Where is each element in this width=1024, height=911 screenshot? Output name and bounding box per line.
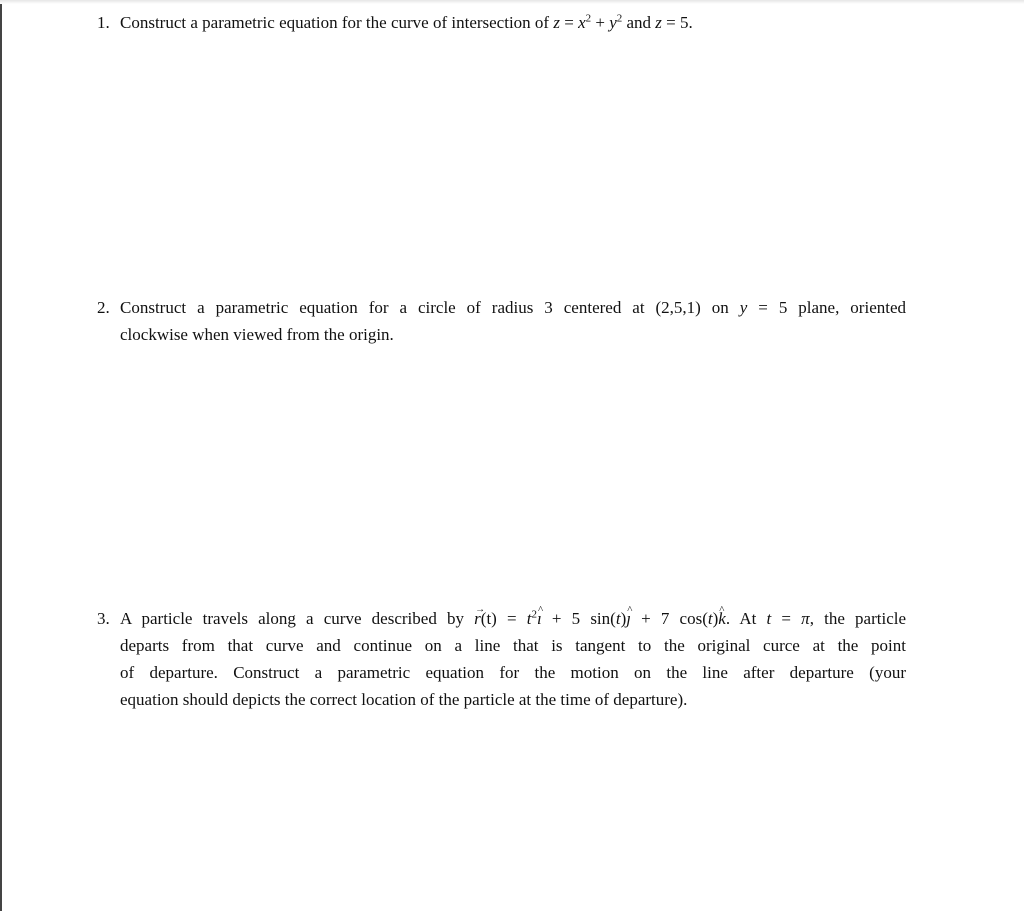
problem-number: 3.: [97, 609, 110, 628]
math: → r: [474, 605, 481, 632]
problem-text-line: [120, 294, 906, 321]
math: t: [526, 609, 532, 628]
text: Construct a parametric equation for a circle of radius 3 centered at (2,5,1) on: [120, 298, 729, 317]
text: .: [688, 13, 693, 32]
math: ^ ı: [537, 605, 542, 632]
math: z: [553, 13, 560, 32]
text: . At: [725, 609, 767, 628]
math: x: [578, 13, 586, 32]
math: y: [739, 298, 748, 317]
problem-number: 2.: [97, 298, 110, 317]
math: π: [801, 609, 810, 628]
math: +: [591, 13, 610, 32]
math: + 5 sin(: [541, 609, 616, 628]
problem-text-line: departs from that curve and continue on a line that is tangent to the original curce at the point: [120, 636, 906, 655]
page-top-shadow: [0, 0, 1024, 4]
math: z: [655, 13, 662, 32]
math: ^ k: [718, 605, 726, 632]
math: + 7 cos(: [630, 609, 708, 628]
text: , the particle: [809, 609, 907, 628]
math: = 5: [661, 13, 689, 32]
problem-text-line: clockwise when viewed from the origin.: [120, 325, 394, 344]
math: 2: [585, 12, 592, 25]
math: ): [620, 609, 627, 628]
math: 2: [616, 12, 623, 25]
problem-text-line: of departure. Construct a parametric equation for the motion on the line after departure (your: [120, 663, 906, 682]
math: t: [766, 609, 772, 628]
math: t: [615, 609, 621, 628]
math: y: [609, 13, 617, 32]
math: =: [564, 13, 579, 32]
text: = 5 plane, oriented: [758, 298, 907, 317]
problem-text: [120, 9, 906, 36]
problem-text-line: [120, 605, 906, 632]
math: ^ ȷ: [626, 605, 631, 632]
page-left-border: [0, 0, 2, 911]
text: and: [622, 13, 656, 32]
math: 2: [531, 608, 537, 621]
problem-number: 1.: [97, 13, 110, 32]
math: ): [712, 609, 719, 628]
text: A particle travels along a curve described by: [120, 609, 464, 628]
math: t: [707, 609, 713, 628]
math: (t) =: [480, 609, 527, 628]
text: Construct a parametric equation for the curve of intersection of: [120, 13, 550, 32]
problem-text-line: equation should depicts the correct location of the particle at the time of departure).: [120, 690, 688, 709]
math: =: [771, 609, 802, 628]
math-expression: [474, 609, 906, 628]
